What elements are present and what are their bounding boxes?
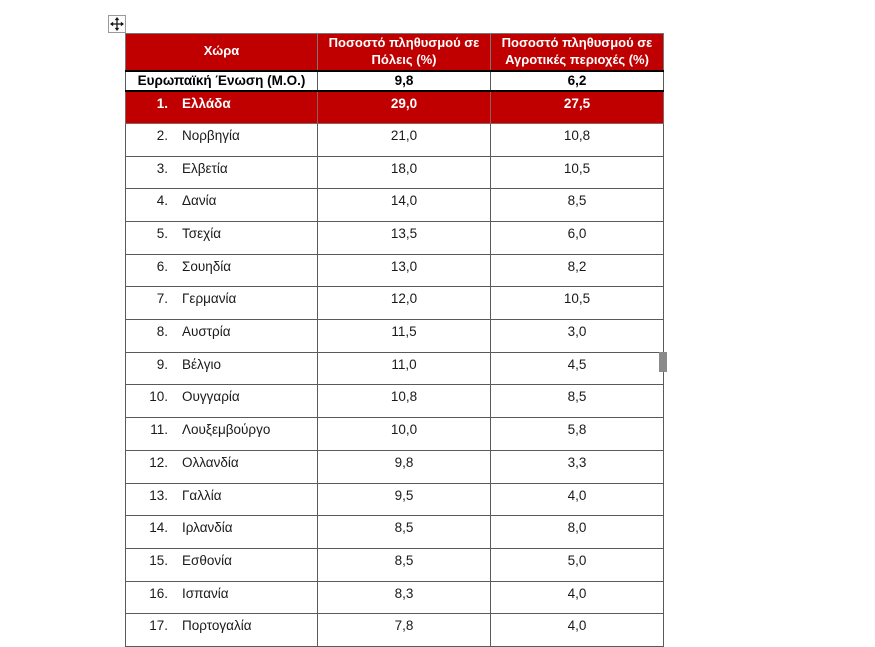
- table-row: [126, 222, 664, 255]
- row-rank: 13.: [149, 487, 168, 503]
- row-rank: 14.: [149, 520, 168, 536]
- rural-value[interactable]: 27,5: [491, 91, 664, 124]
- country-cell[interactable]: [126, 156, 318, 189]
- header-country[interactable]: Χώρα: [126, 34, 318, 71]
- rural-value[interactable]: 5,8: [491, 418, 664, 451]
- cities-value[interactable]: 7,8: [318, 614, 491, 647]
- cities-value[interactable]: 8,3: [318, 581, 491, 614]
- row-rank: 16.: [149, 585, 168, 601]
- move-cross-icon: [110, 17, 124, 31]
- country-name: Δανία: [182, 193, 217, 209]
- cities-value[interactable]: 12,0: [318, 287, 491, 320]
- table-row: [126, 483, 664, 516]
- country-name: Ουγγαρία: [182, 389, 240, 405]
- country-name: Τσεχία: [182, 226, 222, 242]
- country-cell[interactable]: [126, 91, 318, 124]
- country-name: Βέλγιο: [182, 356, 222, 372]
- table-row: [126, 548, 664, 581]
- row-rank: 8.: [156, 324, 168, 340]
- cities-value[interactable]: 9,8: [318, 450, 491, 483]
- table-row: [126, 91, 664, 124]
- country-name: Ελβετία: [182, 160, 228, 176]
- cities-value[interactable]: 9,5: [318, 483, 491, 516]
- table-row: [126, 254, 664, 287]
- row-rank: 3.: [156, 160, 168, 176]
- country-name: Γερμανία: [182, 291, 237, 307]
- cities-value[interactable]: 11,5: [318, 320, 491, 353]
- table-resize-handle[interactable]: [659, 352, 667, 372]
- cities-value[interactable]: 14,0: [318, 189, 491, 222]
- row-rank: 4.: [156, 193, 168, 209]
- table-row: [126, 123, 664, 156]
- cities-value[interactable]: 8,5: [318, 516, 491, 549]
- country-cell[interactable]: [126, 222, 318, 255]
- table-row: [126, 418, 664, 451]
- rural-value[interactable]: 8,5: [491, 189, 664, 222]
- country-cell[interactable]: [126, 189, 318, 222]
- table-row: [126, 450, 664, 483]
- rural-value[interactable]: 3,0: [491, 320, 664, 353]
- country-name: Ολλανδία: [182, 454, 239, 470]
- table-move-handle[interactable]: [108, 15, 126, 33]
- table-row: [126, 516, 664, 549]
- rural-value[interactable]: 4,0: [491, 614, 664, 647]
- table-row: [126, 320, 664, 353]
- row-rank: 11.: [150, 422, 168, 438]
- rural-value[interactable]: 8,2: [491, 254, 664, 287]
- rural-value[interactable]: 6,0: [491, 222, 664, 255]
- cities-value[interactable]: 21,0: [318, 123, 491, 156]
- rural-value[interactable]: 3,3: [491, 450, 664, 483]
- row-rank: 5.: [156, 226, 168, 242]
- table-row: [126, 189, 664, 222]
- table-row: [126, 385, 664, 418]
- eu-average-row: [126, 71, 664, 91]
- row-rank: 6.: [156, 258, 168, 274]
- row-rank: 17.: [149, 618, 168, 634]
- row-rank: 7.: [156, 291, 168, 307]
- country-cell[interactable]: [126, 254, 318, 287]
- country-name: Γαλλία: [182, 487, 222, 503]
- country-cell[interactable]: [126, 516, 318, 549]
- country-cell[interactable]: [126, 548, 318, 581]
- cities-value[interactable]: 11,0: [318, 352, 491, 385]
- row-rank: 9.: [156, 356, 168, 372]
- row-rank: 1.: [156, 95, 168, 111]
- country-name: Αυστρία: [182, 324, 231, 340]
- country-name: Νορβηγία: [182, 127, 240, 143]
- rural-value[interactable]: 5,0: [491, 548, 664, 581]
- cities-value[interactable]: 10,8: [318, 385, 491, 418]
- country-cell[interactable]: [126, 418, 318, 451]
- row-rank: 12.: [149, 454, 168, 470]
- rural-value[interactable]: 10,5: [491, 156, 664, 189]
- country-cell[interactable]: [126, 483, 318, 516]
- country-cell[interactable]: [126, 614, 318, 647]
- cities-value[interactable]: 29,0: [318, 91, 491, 124]
- country-name: Εσθονία: [182, 552, 232, 568]
- rural-value[interactable]: 8,5: [491, 385, 664, 418]
- country-cell[interactable]: [126, 450, 318, 483]
- eu-cities-cell[interactable]: 9,8: [318, 71, 491, 91]
- eu-label-cell[interactable]: Ευρωπαϊκή Ένωση (Μ.Ο.): [126, 71, 318, 91]
- rural-value[interactable]: 4,0: [491, 483, 664, 516]
- header-cities[interactable]: Ποσοστό πληθυσμού σε Πόλεις (%): [318, 34, 491, 71]
- cities-value[interactable]: 8,5: [318, 548, 491, 581]
- header-rural[interactable]: Ποσοστό πληθυσμού σε Αγροτικές περιοχές (%): [491, 34, 664, 71]
- country-cell[interactable]: [126, 581, 318, 614]
- row-rank: 2.: [156, 127, 168, 143]
- table-row: [126, 614, 664, 647]
- table-row: [126, 156, 664, 189]
- row-rank: 15.: [149, 552, 168, 568]
- country-name: Πορτογαλία: [182, 618, 252, 634]
- cities-value[interactable]: 10,0: [318, 418, 491, 451]
- eu-rural-cell[interactable]: 6,2: [491, 71, 664, 91]
- rural-value[interactable]: 10,8: [491, 123, 664, 156]
- country-cell[interactable]: [126, 320, 318, 353]
- country-name: Ισπανία: [182, 585, 229, 601]
- country-name: Ιρλανδία: [182, 520, 233, 536]
- country-rows: [126, 71, 664, 647]
- rural-value[interactable]: 4,5: [491, 352, 664, 385]
- rural-value[interactable]: 4,0: [491, 581, 664, 614]
- cities-value[interactable]: 13,5: [318, 222, 491, 255]
- rural-value[interactable]: 10,5: [491, 287, 664, 320]
- country-cell[interactable]: [126, 123, 318, 156]
- country-cell[interactable]: [126, 287, 318, 320]
- row-rank: 10.: [149, 389, 168, 405]
- table-row: [126, 581, 664, 614]
- table-row: [126, 287, 664, 320]
- country-cell[interactable]: [126, 385, 318, 418]
- country-cell[interactable]: [126, 352, 318, 385]
- header-row: [126, 34, 664, 71]
- population-table: [125, 33, 664, 647]
- rural-value[interactable]: 8,0: [491, 516, 664, 549]
- country-name: Ελλάδα: [182, 95, 231, 111]
- cities-value[interactable]: 13,0: [318, 254, 491, 287]
- country-name: Σουηδία: [182, 258, 232, 274]
- table-row: [126, 352, 664, 385]
- cities-value[interactable]: 18,0: [318, 156, 491, 189]
- country-name: Λουξεμβούργο: [182, 422, 271, 438]
